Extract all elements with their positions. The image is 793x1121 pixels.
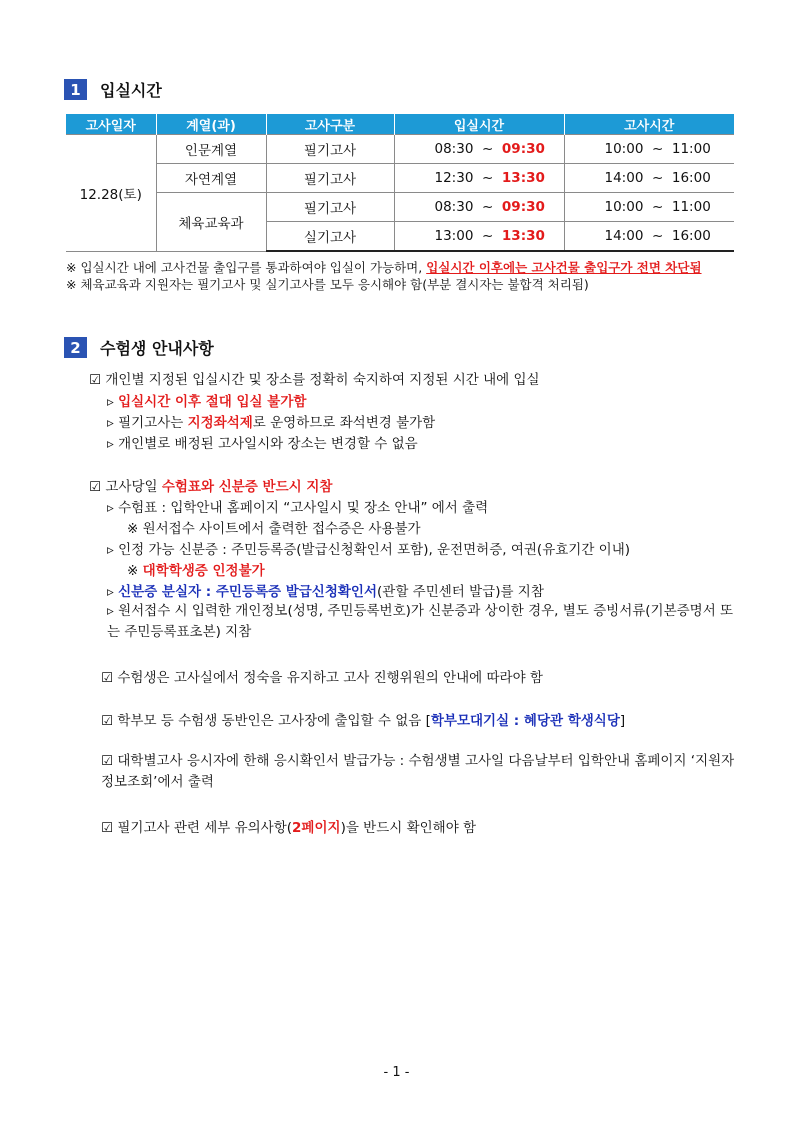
highlight: 신분증 분실자 : 주민등록증 발급신청확인서 — [118, 584, 378, 600]
column-header: 고사일자 — [66, 114, 156, 135]
bullet-icon: ▹ — [107, 542, 114, 558]
sub-item — [107, 411, 435, 431]
column-header: 입실시간 — [394, 114, 564, 135]
bullet-icon: ▹ — [107, 415, 114, 431]
time-separator: ~ — [482, 199, 494, 215]
time-separator: ~ — [482, 141, 494, 157]
column-header: 계열(과) — [156, 114, 266, 135]
sub-item-text: 개인별로 배정된 고사일시와 장소는 변경할 수 없음 — [118, 436, 418, 452]
exam-time-cell: 10:00 ~ 11:00 — [564, 135, 734, 164]
entry-start: 13:00 — [434, 228, 474, 244]
dept-cell: 자연계열 — [156, 164, 266, 193]
page-number: - 1 - — [383, 1065, 410, 1080]
sub-item — [107, 432, 418, 452]
bullet-icon: ▹ — [107, 603, 114, 619]
exam-date: 12.28(토) — [66, 135, 156, 252]
entry-start: 08:30 — [434, 141, 474, 157]
sub-item — [107, 538, 630, 558]
sub-item-text: 입실시간 이후 절대 입실 불가함 — [118, 394, 307, 410]
dept-cell: 체육교육과 — [156, 193, 266, 252]
guide-text: ☑ 학부모 등 수험생 동반인은 고사장에 출입할 수 없음 [ — [101, 713, 431, 729]
bullet-icon: ▹ — [107, 394, 114, 410]
sub-item-text: 수험표 : 입학안내 홈페이지 “고사일시 및 장소 안내” 에서 출력 — [118, 500, 489, 516]
table-header-row — [66, 114, 734, 135]
highlight: 2페이지 — [292, 820, 341, 836]
sub-item-text: (관할 주민센터 발급)를 지참 — [377, 584, 544, 600]
sub-note: ※ 원서접수 사이트에서 출력한 접수증은 사용불가 — [127, 521, 421, 537]
entry-start: 08:30 — [434, 199, 474, 215]
sub-item — [107, 601, 737, 643]
highlight: 대학학생증 인정불가 — [142, 563, 265, 579]
bullet-icon: ▹ — [107, 584, 114, 600]
entry-start: 12:30 — [434, 170, 474, 186]
guide-item-details — [101, 816, 476, 836]
highlight: 지정좌석제 — [187, 415, 253, 431]
guide-text: ☑ 고사당일 — [89, 479, 162, 495]
dept-cell: 인문계열 — [156, 135, 266, 164]
table-row — [66, 193, 734, 222]
section-2-heading — [64, 336, 214, 359]
sub-item-text: 필기고사는 — [118, 415, 188, 431]
section-title: 입실시간 — [100, 81, 162, 100]
entry-time-cell — [394, 222, 564, 252]
entry-end: 09:30 — [501, 199, 545, 215]
guide-item-parents — [101, 709, 625, 729]
guide-item-entry: ☑ 개인별 지정된 입실시간 및 장소를 정확히 숙지하여 지정된 시간 내에 입실 — [89, 372, 540, 388]
entry-end: 09:30 — [501, 141, 545, 157]
section-number: 2 — [64, 337, 87, 358]
schedule-table — [66, 114, 734, 252]
entry-time-cell — [394, 135, 564, 164]
guide-text: ☑ 필기고사 관련 세부 유의사항( — [101, 820, 293, 836]
exam-type-cell: 필기고사 — [266, 135, 394, 164]
note-entry-time — [66, 258, 702, 276]
section-number: 1 — [64, 79, 87, 100]
table-row — [66, 164, 734, 193]
note-text: ※ 입실시간 내에 고사건물 출입구를 통과하여야 입실이 가능하며, — [66, 260, 427, 275]
sub-item-text: 원서접수 시 입력한 개인정보(성명, 주민등록번호)가 신분증과 상이한 경우, 별도 증빙서류(기본증명서 또는 주민등록표초본) 지참 — [107, 603, 734, 640]
time-separator: ~ — [482, 228, 494, 244]
sub-note — [127, 559, 265, 579]
column-header: 고사시간 — [564, 114, 734, 135]
bullet-icon: ▹ — [107, 500, 114, 516]
note-mark: ※ — [127, 563, 143, 579]
table-row — [66, 135, 734, 164]
guide-item-conduct: ☑ 수험생은 고사실에서 정숙을 유지하고 고사 진행위원의 안내에 따라야 함 — [101, 670, 543, 686]
sub-item — [107, 390, 306, 410]
entry-time-cell — [394, 193, 564, 222]
exam-type-cell: 필기고사 — [266, 193, 394, 222]
sub-item-text: 인정 가능 신분증 : 주민등록증(발급신청확인서 포함), 운전면허증, 여권(유효기간 이내) — [118, 542, 630, 558]
bullet-icon: ▹ — [107, 436, 114, 452]
guide-item-certificate: ☑ 대학별고사 응시자에 한해 응시확인서 발급가능 : 수험생별 고사일 다음날부터 입학안내 홈페이지 ‘지원자정보조회’에서 출력 — [101, 753, 735, 790]
highlight: 학부모대기실 : 혜당관 학생식당 — [430, 713, 620, 729]
highlight: 수험표와 신분증 반드시 지참 — [161, 479, 333, 495]
sub-item — [107, 580, 544, 600]
entry-end: 13:30 — [501, 228, 545, 244]
note-warning: 입실시간 이후에는 고사건물 출입구가 전면 차단됨 — [426, 260, 702, 275]
exam-time-cell: 10:00 ~ 11:00 — [564, 193, 734, 222]
exam-type-cell: 실기고사 — [266, 222, 394, 252]
sub-item-text: 로 운영하므로 좌석변경 불가함 — [252, 415, 436, 431]
note-pe-dept: ※ 체육교육과 지원자는 필기고사 및 실기고사를 모두 응시해야 함(부분 결시자는 불합격 처리됨) — [66, 277, 589, 292]
time-separator: ~ — [482, 170, 494, 186]
guide-item-id — [89, 475, 332, 495]
sub-item — [107, 496, 488, 516]
section-title: 수험생 안내사항 — [100, 339, 214, 358]
exam-time-cell: 14:00 ~ 16:00 — [564, 222, 734, 252]
guide-text: ] — [619, 713, 626, 729]
exam-type-cell: 필기고사 — [266, 164, 394, 193]
section-1-heading — [64, 78, 162, 101]
entry-end: 13:30 — [501, 170, 545, 186]
exam-time-cell: 14:00 ~ 16:00 — [564, 164, 734, 193]
entry-time-cell — [394, 164, 564, 193]
column-header: 고사구분 — [266, 114, 394, 135]
guide-text: )을 반드시 확인해야 함 — [340, 820, 477, 836]
